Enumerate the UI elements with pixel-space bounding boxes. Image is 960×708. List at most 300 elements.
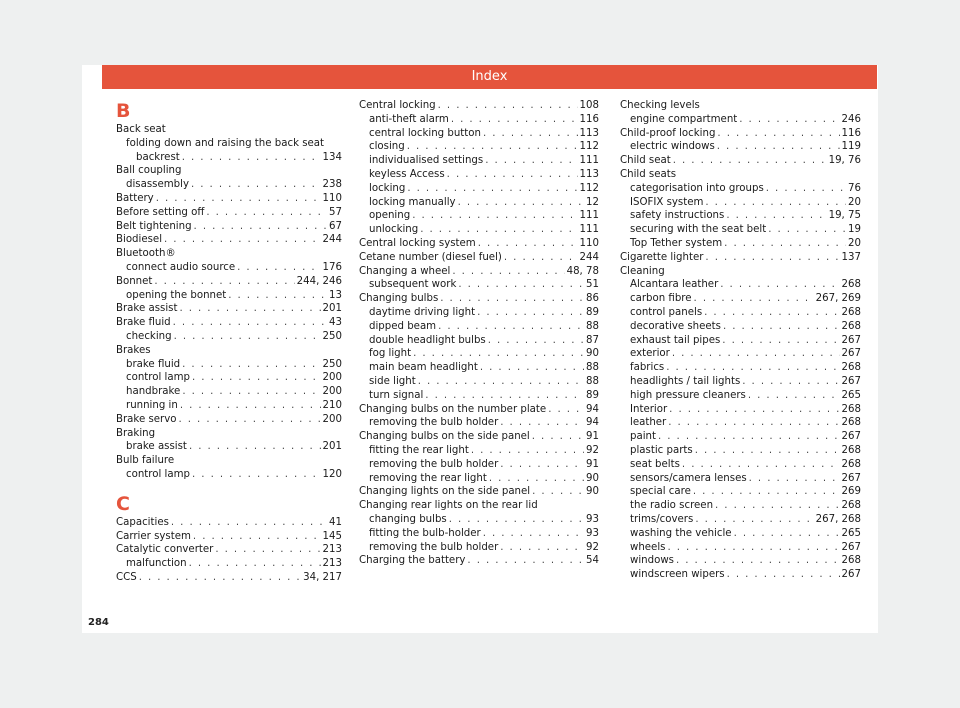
index-entry-page: 268: [841, 320, 861, 332]
index-entry: [359, 375, 599, 389]
dot-leader: [164, 233, 321, 247]
index-entry: [359, 361, 599, 375]
index-entry: [620, 375, 861, 389]
index-entry-page: 267: [841, 472, 861, 484]
index-entry: [359, 306, 599, 320]
index-entry-term: seat belts: [630, 458, 680, 470]
dot-leader: [723, 320, 840, 334]
index-entry-page: 176: [322, 261, 342, 273]
index-entry-page: 19, 76: [828, 155, 861, 167]
index-entry-term: double headlight bulbs: [369, 334, 486, 346]
dot-leader: [173, 316, 327, 330]
dot-leader: [658, 430, 840, 444]
dot-leader: [669, 403, 839, 417]
index-entry-term: running in: [126, 399, 178, 411]
dot-leader: [500, 541, 584, 555]
index-entry-page: 116: [841, 127, 861, 139]
index-entry-term: the radio screen: [630, 500, 714, 512]
index-entry: [116, 330, 342, 344]
index-entry-term: carbon fibre: [630, 293, 692, 305]
index-entry-term: opening: [369, 210, 411, 222]
index-entry-term: sensors/camera lenses: [630, 472, 747, 484]
index-entry: [359, 223, 599, 237]
index-entry: [359, 251, 599, 265]
index-entry: [116, 206, 342, 220]
index-entry-term: dipped beam: [369, 320, 437, 332]
index-entry-term: fog light: [369, 348, 412, 360]
dot-leader: [766, 182, 846, 196]
index-heading: Braking: [116, 427, 156, 439]
index-entry-term: exhaust tail pipes: [630, 334, 721, 346]
index-entry-page: 91: [586, 431, 599, 443]
dot-leader: [489, 472, 584, 486]
index-entry-term: paint: [630, 431, 656, 443]
dot-leader: [532, 430, 584, 444]
index-entry-page: 87: [586, 334, 599, 346]
dot-leader: [215, 543, 320, 557]
index-entry-page: 268: [841, 500, 861, 512]
index-entry-page: 91: [586, 458, 599, 470]
index-entry-term: Child-proof locking: [620, 127, 716, 139]
index-entry-page: 20: [848, 237, 861, 249]
index-entry-page: 213: [322, 544, 342, 556]
dot-leader: [438, 99, 578, 113]
index-entry: [116, 516, 342, 530]
index-entry-term: Before setting off: [116, 206, 205, 218]
index-entry-page: 200: [322, 386, 342, 398]
index-entry: [620, 251, 861, 265]
index-entry-term: unlocking: [369, 224, 419, 236]
index-entry-page: 54: [586, 555, 599, 567]
index-entry: [620, 306, 861, 320]
index-entry: [359, 389, 599, 403]
index-entry-term: main beam headlight: [369, 362, 478, 374]
index-column-2: [359, 99, 599, 568]
dot-leader: [418, 375, 584, 389]
index-entry-page: 112: [579, 182, 599, 194]
index-entry-page: 20: [848, 196, 861, 208]
dot-leader: [532, 485, 584, 499]
index-entry-page: 110: [579, 237, 599, 249]
index-entry: [116, 385, 342, 399]
index-entry-term: malfunction: [126, 558, 187, 570]
index-entry-page: 51: [586, 279, 599, 291]
index-entry-term: electric windows: [630, 141, 715, 153]
index-entry-term: Central locking: [359, 100, 436, 111]
index-entry: [620, 237, 861, 251]
dot-leader: [182, 151, 321, 165]
index-entry-term: windows: [630, 555, 674, 567]
index-entry: [359, 113, 599, 127]
index-entry-page: 244: [579, 251, 599, 263]
index-entry-term: Carrier system: [116, 530, 191, 542]
index-entry-term: control lamp: [126, 468, 191, 480]
dot-leader: [193, 530, 321, 544]
index-entry: [359, 320, 599, 334]
index-heading: Bulb failure: [116, 455, 175, 467]
index-entry-page: 267: [841, 334, 861, 346]
index-entry-page: 94: [586, 417, 599, 429]
index-entry: [116, 261, 342, 275]
index-entry-term: removing the rear light: [369, 472, 487, 484]
index-entry: [359, 416, 599, 430]
index-heading: Checking levels: [620, 100, 700, 111]
dot-leader: [189, 440, 321, 454]
index-entry-term: daytime driving light: [369, 306, 476, 318]
index-entry: [620, 485, 861, 499]
index-entry-page: 41: [329, 516, 342, 528]
dot-leader: [667, 541, 839, 555]
index-entry-term: subsequent work: [369, 279, 457, 291]
dot-leader: [440, 292, 584, 306]
dot-leader: [156, 192, 321, 206]
index-entry-term: Interior: [630, 403, 668, 415]
index-entry-term: Child seat: [620, 155, 671, 167]
index-entry-page: 43: [329, 317, 342, 329]
index-entry-page: 112: [579, 141, 599, 153]
dot-leader: [548, 403, 584, 417]
index-entry: [116, 302, 342, 316]
dot-leader: [717, 140, 840, 154]
index-entry-term: handbrake: [126, 386, 181, 398]
index-entry: [116, 289, 342, 303]
dot-leader: [179, 302, 320, 316]
index-entry-page: 238: [322, 179, 342, 191]
index-entry-term: brake assist: [126, 441, 187, 453]
index-entry: [620, 403, 861, 417]
index-entry-term: plastic parts: [630, 444, 693, 456]
index-entry: [359, 237, 599, 251]
dot-leader: [705, 196, 846, 210]
dot-leader: [704, 306, 839, 320]
dot-leader: [695, 444, 840, 458]
index-entry: [116, 316, 342, 330]
index-entry-term: Changing bulbs on the side panel: [359, 431, 530, 443]
index-entry-term: fitting the rear light: [369, 444, 469, 456]
index-entry: [359, 182, 599, 196]
index-entry-page: 90: [586, 472, 599, 484]
index-entry-term: disassembly: [126, 179, 189, 191]
dot-leader: [413, 347, 584, 361]
dot-leader: [673, 154, 827, 168]
index-entry: [116, 233, 342, 247]
index-entry: [359, 430, 599, 444]
index-entry-term: leather: [630, 417, 667, 429]
index-entry-page: 67: [329, 220, 342, 232]
index-entry: [359, 127, 599, 141]
index-heading: Child seats: [620, 168, 677, 180]
dot-leader: [194, 220, 327, 234]
index-entry-page: 267: [841, 375, 861, 387]
dot-leader: [447, 168, 578, 182]
index-entry-term: opening the bonnet: [126, 289, 227, 301]
index-entry-term: Battery: [116, 192, 154, 204]
index-entry: [620, 554, 861, 568]
index-heading: Cleaning: [620, 265, 665, 277]
index-entry: [359, 554, 599, 568]
dot-leader: [471, 444, 584, 458]
dot-leader: [154, 275, 294, 289]
index-entry-page: 268: [841, 417, 861, 429]
index-entry-term: closing: [369, 141, 405, 153]
dot-leader: [180, 399, 321, 413]
index-entry-term: special care: [630, 486, 691, 498]
index-entry: [620, 513, 861, 527]
dot-leader: [182, 358, 320, 372]
index-entry-term: connect audio source: [126, 261, 236, 273]
dot-leader: [407, 140, 578, 154]
index-entry: [116, 440, 342, 454]
index-entry: [620, 223, 861, 237]
index-entry: [116, 358, 342, 372]
index-entry-page: 268: [841, 458, 861, 470]
index-entry-term: backrest: [136, 151, 180, 163]
index-entry-term: changing bulbs: [369, 513, 447, 525]
index-entry-page: 201: [322, 441, 342, 453]
index-entry: [620, 472, 861, 486]
index-entry-term: Brake servo: [116, 413, 177, 425]
index-entry-term: removing the bulb holder: [369, 417, 499, 429]
page-number: 284: [88, 617, 109, 628]
index-entry-page: 269: [841, 486, 861, 498]
index-entry-page: 246: [841, 113, 861, 125]
index-entry: [620, 292, 861, 306]
index-heading: folding down and raising the back seat: [126, 137, 325, 149]
index-entry: [359, 458, 599, 472]
dot-leader: [739, 113, 839, 127]
index-entry-term: CCS: [116, 571, 137, 583]
dot-leader: [412, 209, 577, 223]
dot-leader: [458, 196, 584, 210]
dot-leader: [189, 557, 321, 571]
dot-leader: [425, 389, 584, 403]
index-entry-page: 94: [586, 403, 599, 415]
index-entry: [359, 527, 599, 541]
index-entry: [359, 196, 599, 210]
index-entry: [620, 499, 861, 513]
dot-leader: [483, 527, 584, 541]
index-entry-page: 265: [841, 527, 861, 539]
index-entry: [620, 334, 861, 348]
dot-leader: [452, 265, 564, 279]
dot-leader: [717, 127, 839, 141]
dot-leader: [672, 347, 840, 361]
index-entry-page: 86: [586, 293, 599, 305]
index-entry-page: 116: [579, 113, 599, 125]
dot-leader: [693, 485, 840, 499]
dot-leader: [720, 278, 839, 292]
index-heading: Ball coupling: [116, 165, 182, 177]
index-entry-page: 90: [586, 348, 599, 360]
index-entry: [359, 154, 599, 168]
dot-leader: [477, 306, 584, 320]
dot-leader: [504, 251, 578, 265]
dot-leader: [705, 251, 839, 265]
index-entry-term: washing the vehicle: [630, 527, 732, 539]
index-entry-page: 19: [848, 224, 861, 236]
index-entry-page: 201: [322, 303, 342, 315]
index-entry-term: Capacities: [116, 516, 169, 528]
index-entry-page: 13: [329, 289, 342, 301]
index-entry-term: high pressure cleaners: [630, 389, 746, 401]
index-entry: [359, 334, 599, 348]
index-entry-page: 210: [322, 399, 342, 411]
index-entry: [620, 541, 861, 555]
index-entry-term: checking: [126, 330, 172, 342]
dot-leader: [488, 334, 584, 348]
index-entry-page: 90: [586, 486, 599, 498]
index-entry-page: 89: [586, 306, 599, 318]
index-entry-page: 244: [322, 234, 342, 246]
index-entry: [116, 192, 342, 206]
index-entry-page: 92: [586, 444, 599, 456]
dot-leader: [480, 361, 584, 375]
index-entry: [620, 458, 861, 472]
index-heading: Brakes: [116, 344, 151, 356]
index-entry-page: 137: [841, 251, 861, 263]
index-entry-term: engine compartment: [630, 113, 738, 125]
index-entry-term: side light: [369, 375, 416, 387]
dot-leader: [192, 468, 321, 482]
index-entry-term: fitting the bulb-holder: [369, 527, 481, 539]
index-entry: [620, 140, 861, 154]
dot-leader: [676, 554, 840, 568]
index-entry-term: Changing a wheel: [359, 265, 451, 277]
index-entry: [116, 571, 342, 585]
index-entry: [116, 151, 342, 165]
index-entry: [620, 416, 861, 430]
index-entry: [116, 371, 342, 385]
index-entry: [116, 413, 342, 427]
index-entry: [359, 513, 599, 527]
index-entry: [116, 178, 342, 192]
index-entry-page: 250: [322, 358, 342, 370]
index-entry: [620, 527, 861, 541]
dot-leader: [749, 472, 840, 486]
index-entry-page: 93: [586, 527, 599, 539]
index-entry-page: 110: [322, 192, 342, 204]
dot-leader: [206, 206, 327, 220]
index-entry: [116, 543, 342, 557]
dot-leader: [467, 554, 584, 568]
index-entry-page: 93: [586, 513, 599, 525]
dot-leader: [715, 499, 840, 513]
index-entry-page: 113: [579, 168, 599, 180]
index-entry-term: locking manually: [369, 196, 456, 208]
index-entry: [359, 347, 599, 361]
index-heading: Changing rear lights on the rear lid: [359, 500, 538, 512]
index-entry-term: Biodiesel: [116, 234, 163, 246]
dot-leader: [139, 571, 301, 585]
index-entry-page: 267: [841, 348, 861, 360]
index-entry: [359, 292, 599, 306]
dot-leader: [483, 127, 578, 141]
dot-leader: [682, 458, 840, 472]
index-entry-page: 200: [322, 372, 342, 384]
dot-leader: [500, 458, 584, 472]
index-entry-term: keyless Access: [369, 168, 445, 180]
index-entry: [620, 196, 861, 210]
index-entry-page: 265: [841, 389, 861, 401]
index-entry-term: Cetane number (diesel fuel): [359, 251, 502, 263]
index-column-3: [620, 99, 861, 582]
index-entry-term: Charging the battery: [359, 555, 466, 567]
index-entry-term: fabrics: [630, 362, 665, 374]
index-entry: [116, 220, 342, 234]
index-entry-page: 267, 269: [815, 293, 861, 305]
manual-page: [82, 65, 878, 633]
index-entry-page: 113: [579, 127, 599, 139]
index-entry: [359, 403, 599, 417]
dot-leader: [722, 334, 839, 348]
index-entry-term: brake fluid: [126, 358, 181, 370]
index-entry-page: 134: [322, 151, 342, 163]
dot-leader: [666, 361, 839, 375]
dot-leader: [478, 237, 578, 251]
index-entry-term: Cigarette lighter: [620, 251, 704, 263]
dot-leader: [734, 527, 840, 541]
index-heading: Back seat: [116, 124, 166, 135]
index-entry: [359, 444, 599, 458]
index-entry-term: securing with the seat belt: [630, 224, 767, 236]
index-entry-page: 268: [841, 555, 861, 567]
index-section-letter: B: [116, 100, 131, 122]
dot-leader: [668, 416, 839, 430]
index-entry-term: ISOFIX system: [630, 196, 704, 208]
index-entry: [620, 154, 861, 168]
index-entry-term: individualised settings: [369, 155, 484, 167]
dot-leader: [451, 113, 578, 127]
index-entry-page: 19, 75: [828, 210, 861, 222]
index-entry: [359, 485, 599, 499]
index-entry: [116, 468, 342, 482]
index-entry-page: 111: [579, 210, 599, 222]
index-entry: [620, 347, 861, 361]
index-entry-term: turn signal: [369, 389, 424, 401]
dot-leader: [458, 278, 584, 292]
index-entry-page: 12: [586, 196, 599, 208]
index-entry-page: 267: [841, 569, 861, 581]
index-entry-page: 268: [841, 403, 861, 415]
index-entry-page: 88: [586, 320, 599, 332]
index-column-1: [116, 99, 342, 585]
dot-leader: [485, 154, 577, 168]
index-entry-page: 145: [322, 530, 342, 542]
index-entry: [620, 278, 861, 292]
index-entry-term: Bonnet: [116, 275, 153, 287]
index-section-letter: C: [116, 492, 130, 515]
index-entry-term: decorative sheets: [630, 320, 721, 332]
index-entry-page: 213: [322, 558, 342, 570]
index-entry: [620, 430, 861, 444]
index-entry-term: control lamp: [126, 372, 191, 384]
dot-leader: [228, 289, 327, 303]
index-entry: [620, 209, 861, 223]
index-entry: [116, 399, 342, 413]
index-entry-page: 88: [586, 362, 599, 374]
index-entry: [116, 557, 342, 571]
index-entry-page: 267: [841, 431, 861, 443]
index-entry-page: 267, 268: [815, 513, 861, 525]
index-entry-page: 268: [841, 444, 861, 456]
index-heading: Bluetooth®: [116, 248, 176, 260]
index-entry: [620, 320, 861, 334]
index-entry-term: categorisation into groups: [630, 182, 764, 194]
index-entry-term: headlights / tail lights: [630, 375, 741, 387]
dot-leader: [420, 223, 577, 237]
dot-leader: [191, 178, 321, 192]
index-entry-term: control panels: [630, 306, 703, 318]
